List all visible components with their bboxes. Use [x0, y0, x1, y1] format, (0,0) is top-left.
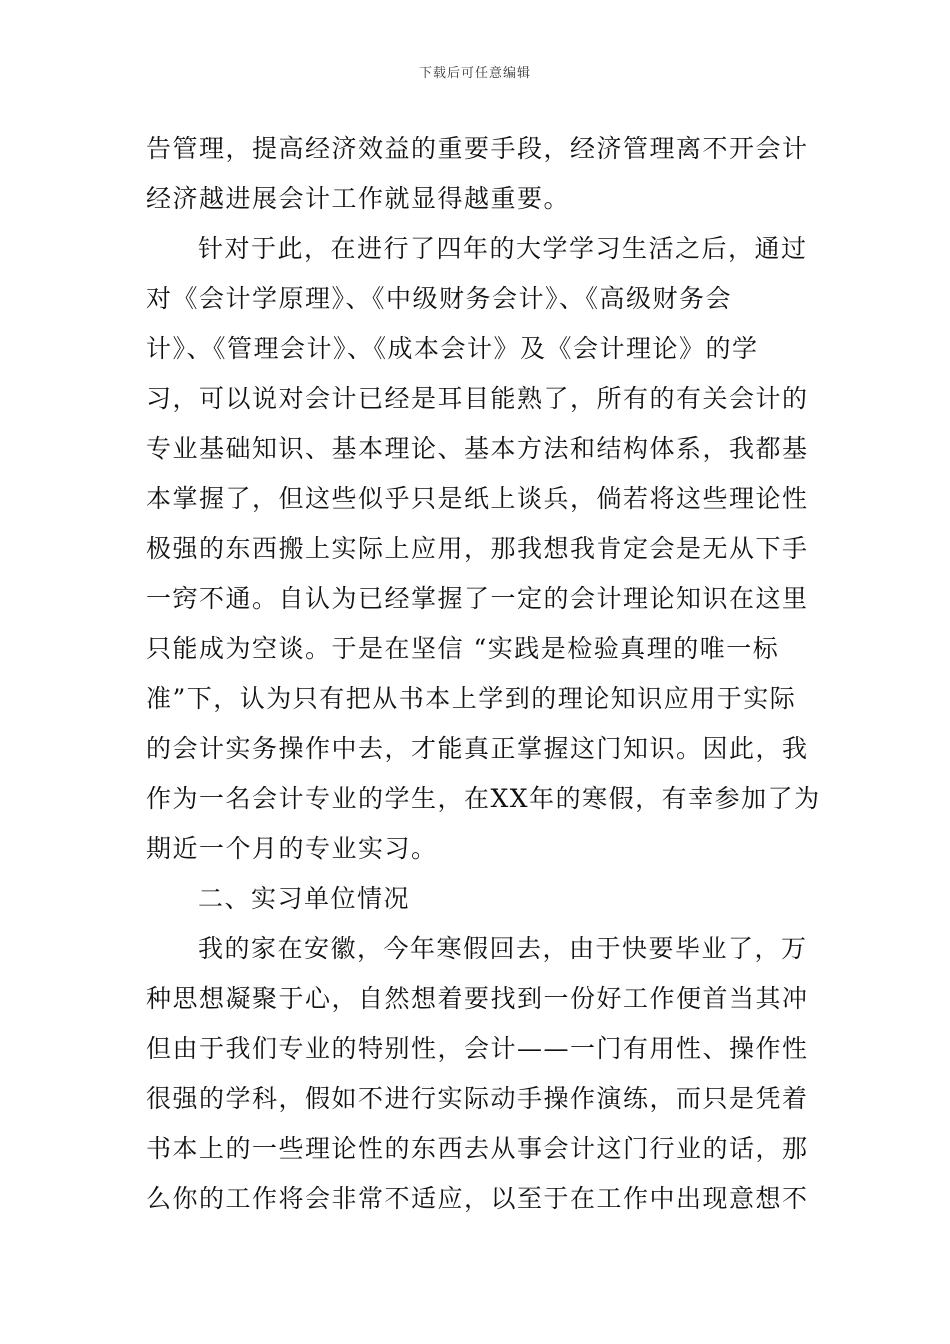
document-body — [146, 124, 821, 1224]
text-line: 我的家在安徽，今年寒假回去，由于快要毕业了，万 — [198, 934, 808, 963]
text-line: 准”下，认为只有把从书本上学到的理论知识应用于实际 — [146, 684, 797, 713]
section-heading: 二、实习单位情况 — [198, 884, 411, 913]
text-line: 期近一个月的专业实习。 — [146, 834, 438, 863]
text-line: 的会计实务操作中去，才能真正掌握这门知识。因此，我 — [146, 734, 809, 763]
text-line: 么你的工作将会非常不适应，以至于在工作中出现意想不 — [146, 1184, 809, 1213]
text-line: 习，可以说对会计已经是耳目能熟了，所有的有关会计的 — [146, 384, 809, 413]
text-line: 极强的东西搬上实际上应用，那我想我肯定会是无从下手 — [146, 534, 809, 563]
text-line: 计》、《管理会计》、《成本会计》及《会计理论》的学 — [146, 334, 759, 363]
text-line: 作为一名会计专业的学生，在XX年的寒假，有幸参加了为 — [146, 784, 821, 813]
text-line: 一窍不通。自认为已经掌握了一定的会计理论知识在这里 — [146, 584, 809, 613]
text-line: 种思想凝聚于心，自然想着要找到一份好工作便首当其冲 — [146, 984, 809, 1013]
page-header: 下载后可任意编辑 — [418, 66, 531, 81]
text-line: 书本上的一些理论性的东西去从事会计这门行业的话，那 — [146, 1134, 809, 1163]
text-line: 只能成为空谈。于是在坚信 “实践是检验真理的唯一标 — [146, 634, 780, 663]
text-line: 很强的学科，假如不进行实际动手操作演练，而只是凭着 — [146, 1084, 809, 1113]
text-line: 经济越进展会计工作就显得越重要。 — [146, 184, 571, 213]
text-line: 专业基础知识、基本理论、基本方法和结构体系，我都基 — [146, 434, 809, 463]
text-line: 本掌握了，但这些似乎只是纸上谈兵，倘若将这些理论性 — [146, 484, 809, 513]
text-line: 告管理，提高经济效益的重要手段，经济管理离不开会计 — [146, 134, 809, 163]
text-line: 对《会计学原理》、《中级财务会计》、《高级财务会 — [146, 284, 733, 313]
text-line: 但由于我们专业的特别性，会计——一门有用性、操作性 — [146, 1034, 809, 1063]
text-line: 针对于此，在进行了四年的大学学习生活之后，通过 — [198, 234, 808, 263]
